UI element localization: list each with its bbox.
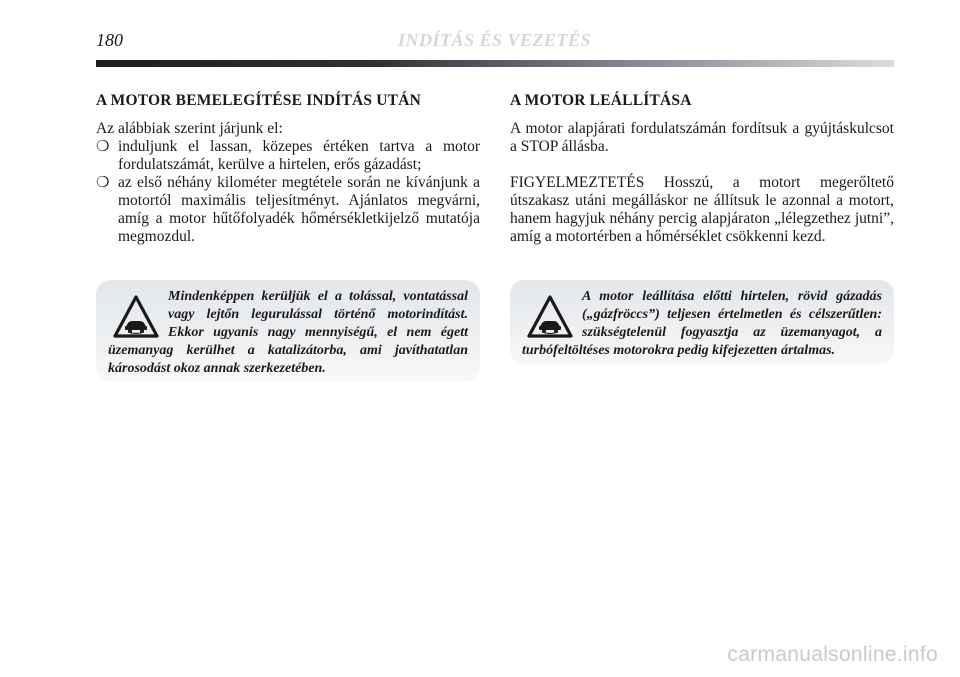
warning-text: Mindenképpen kerüljük el a tolással, vontatással vagy lejtőn legurulással történő motorindítást. Ekkor ugyanis nagy mennyiségű, el nem égett üzemanyag kerülhet a katalizátorba, ami javíthatatlan károsodást okoz annak szerkezetében. [108, 289, 468, 376]
list-item [96, 138, 480, 174]
warning-triangle-car-icon [112, 294, 160, 340]
list-item-text: az első néhány kilométer megtétele során ne kívánjunk a motortól maximális teljesítményt. Ajánlatos megvárni, amíg a motor hűtőfolyadék hőmérsékletkijelző mutatója megmozdul. [118, 174, 480, 245]
circle-bullet-icon: ❍ [96, 139, 110, 155]
circle-bullet-icon: ❍ [96, 175, 110, 191]
header-rule [96, 60, 894, 67]
right-heading: A MOTOR LEÁLLÍTÁSA [510, 92, 692, 109]
watermark: carmanualsonline.info [727, 643, 938, 666]
warning-text: A motor leállítása előtti hirtelen, rövid gázadás („gázfröccs”) teljesen értelmetlen és célszerűtlen: szükségtelenül fogyasztja az üzemanyagot, a turbófeltöltéses motorokra pedig kifejezetten ártalmas. [522, 289, 882, 358]
left-intro: Az alábbiak szerint járjunk el: [96, 120, 283, 137]
section-header: INDÍTÁS ÉS VEZETÉS [398, 30, 592, 50]
left-bullet-list [96, 138, 480, 246]
warning-triangle-car-icon [526, 294, 574, 340]
warning-box-right [510, 280, 894, 364]
right-paragraph-2: FIGYELMEZTETÉS Hosszú, a motort megerőltető útszakasz utáni megálláskor ne állítsuk le azonnal a motort, hanem hagyjuk néhány percig alapjáraton „lélegzethez jutni”, amíg a motortérben a hőmérséklet csökkenni kezd. [510, 174, 894, 245]
left-column [96, 92, 480, 246]
list-item-text: induljunk el lassan, közepes értéken tartva a motor fordulatszámát, kerülve a hirtelen, erős gázadást; [118, 138, 480, 173]
warning-box-left [96, 280, 480, 382]
list-item [96, 174, 480, 246]
page-number: 180 [96, 30, 123, 50]
paragraph-spacer [510, 156, 894, 174]
right-column [510, 92, 894, 246]
right-paragraph-1: A motor alapjárati fordulatszámán fordítsuk a gyújtáskulcsot a STOP állásba. [510, 120, 894, 155]
left-heading: A MOTOR BEMELEGÍTÉSE INDÍTÁS UTÁN [96, 92, 422, 109]
